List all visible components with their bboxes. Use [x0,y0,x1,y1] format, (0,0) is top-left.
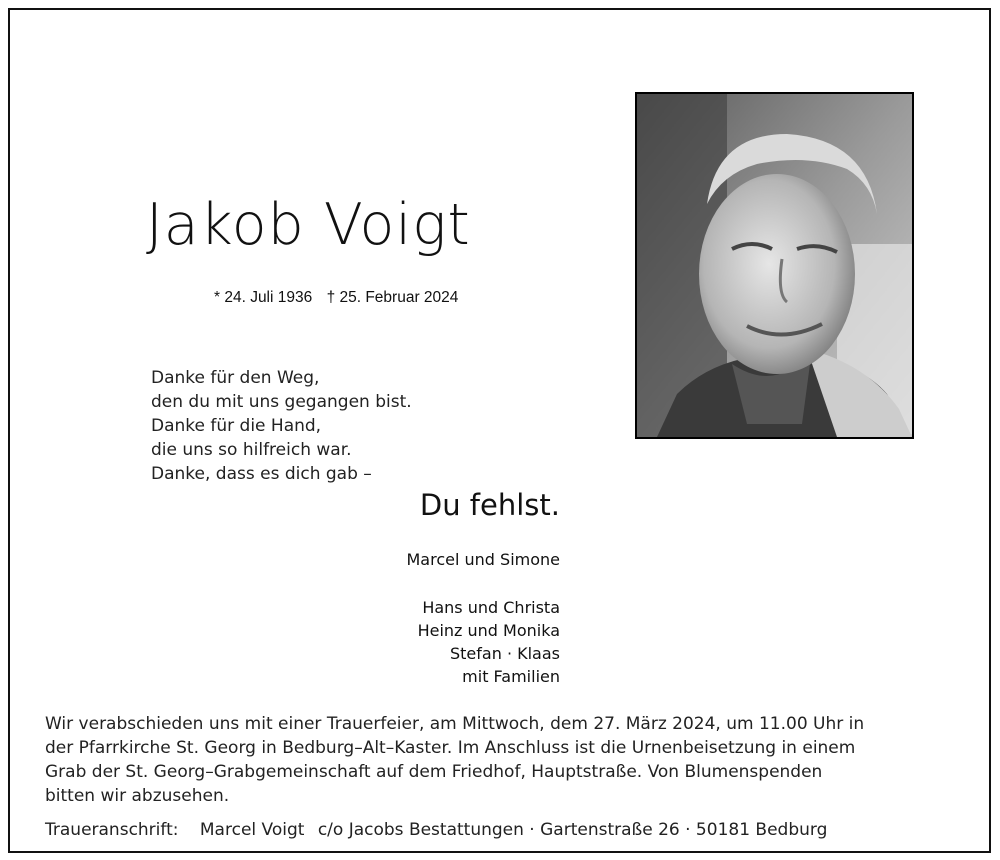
mourner-line: Stefan · Klaas [450,644,560,663]
service-line: bitten wir abzusehen. [45,786,230,806]
service-line: Wir verabschieden uns mit einer Trauerfeier, am Mittwoch, dem 27. März 2024, um 11.00 Uhr in [45,714,865,734]
birth-date: * 24. Juli 1936 [214,289,313,306]
mourners-primary [407,548,561,571]
address-label: Traueranschrift: [45,820,179,840]
poem [151,366,412,486]
portrait-photo [635,92,914,439]
portrait-photo-icon [637,94,912,437]
mourners-list [407,548,561,713]
poem-line: Danke, dass es dich gab – [151,464,372,484]
mourning-address [45,820,827,840]
poem-line: Danke für die Hand, [151,416,322,436]
life-dates [214,289,458,307]
mourner-line: mit Familien [462,667,560,686]
mourner-line: Marcel und Simone [406,550,560,569]
service-announcement [45,712,965,808]
mourner-line: Heinz und Monika [417,621,560,640]
service-line: der Pfarrkirche St. Georg in Bedburg–Alt–Kaster. Im Anschluss ist die Urnenbeisetzung in einem [45,738,856,758]
closing-phrase: Du fehlst. [419,488,560,522]
mourner-line: Hans und Christa [422,598,560,617]
poem-line: den du mit uns gegangen bist. [151,392,412,412]
poem-line: die uns so hilfreich war. [151,440,352,460]
poem-line: Danke für den Weg, [151,368,320,388]
death-date: † 25. Februar 2024 [326,289,459,306]
service-line: Grab der St. Georg–Grabgemeinschaft auf dem Friedhof, Hauptstraße. Von Blumenspenden [45,762,823,782]
address-name: Marcel Voigt [199,820,305,840]
address-detail: c/o Jacobs Bestattungen · Gartenstraße 26 · 50181 Bedburg [317,820,828,840]
mourners-secondary [407,596,561,688]
deceased-name: Jakob Voigt [146,192,471,258]
